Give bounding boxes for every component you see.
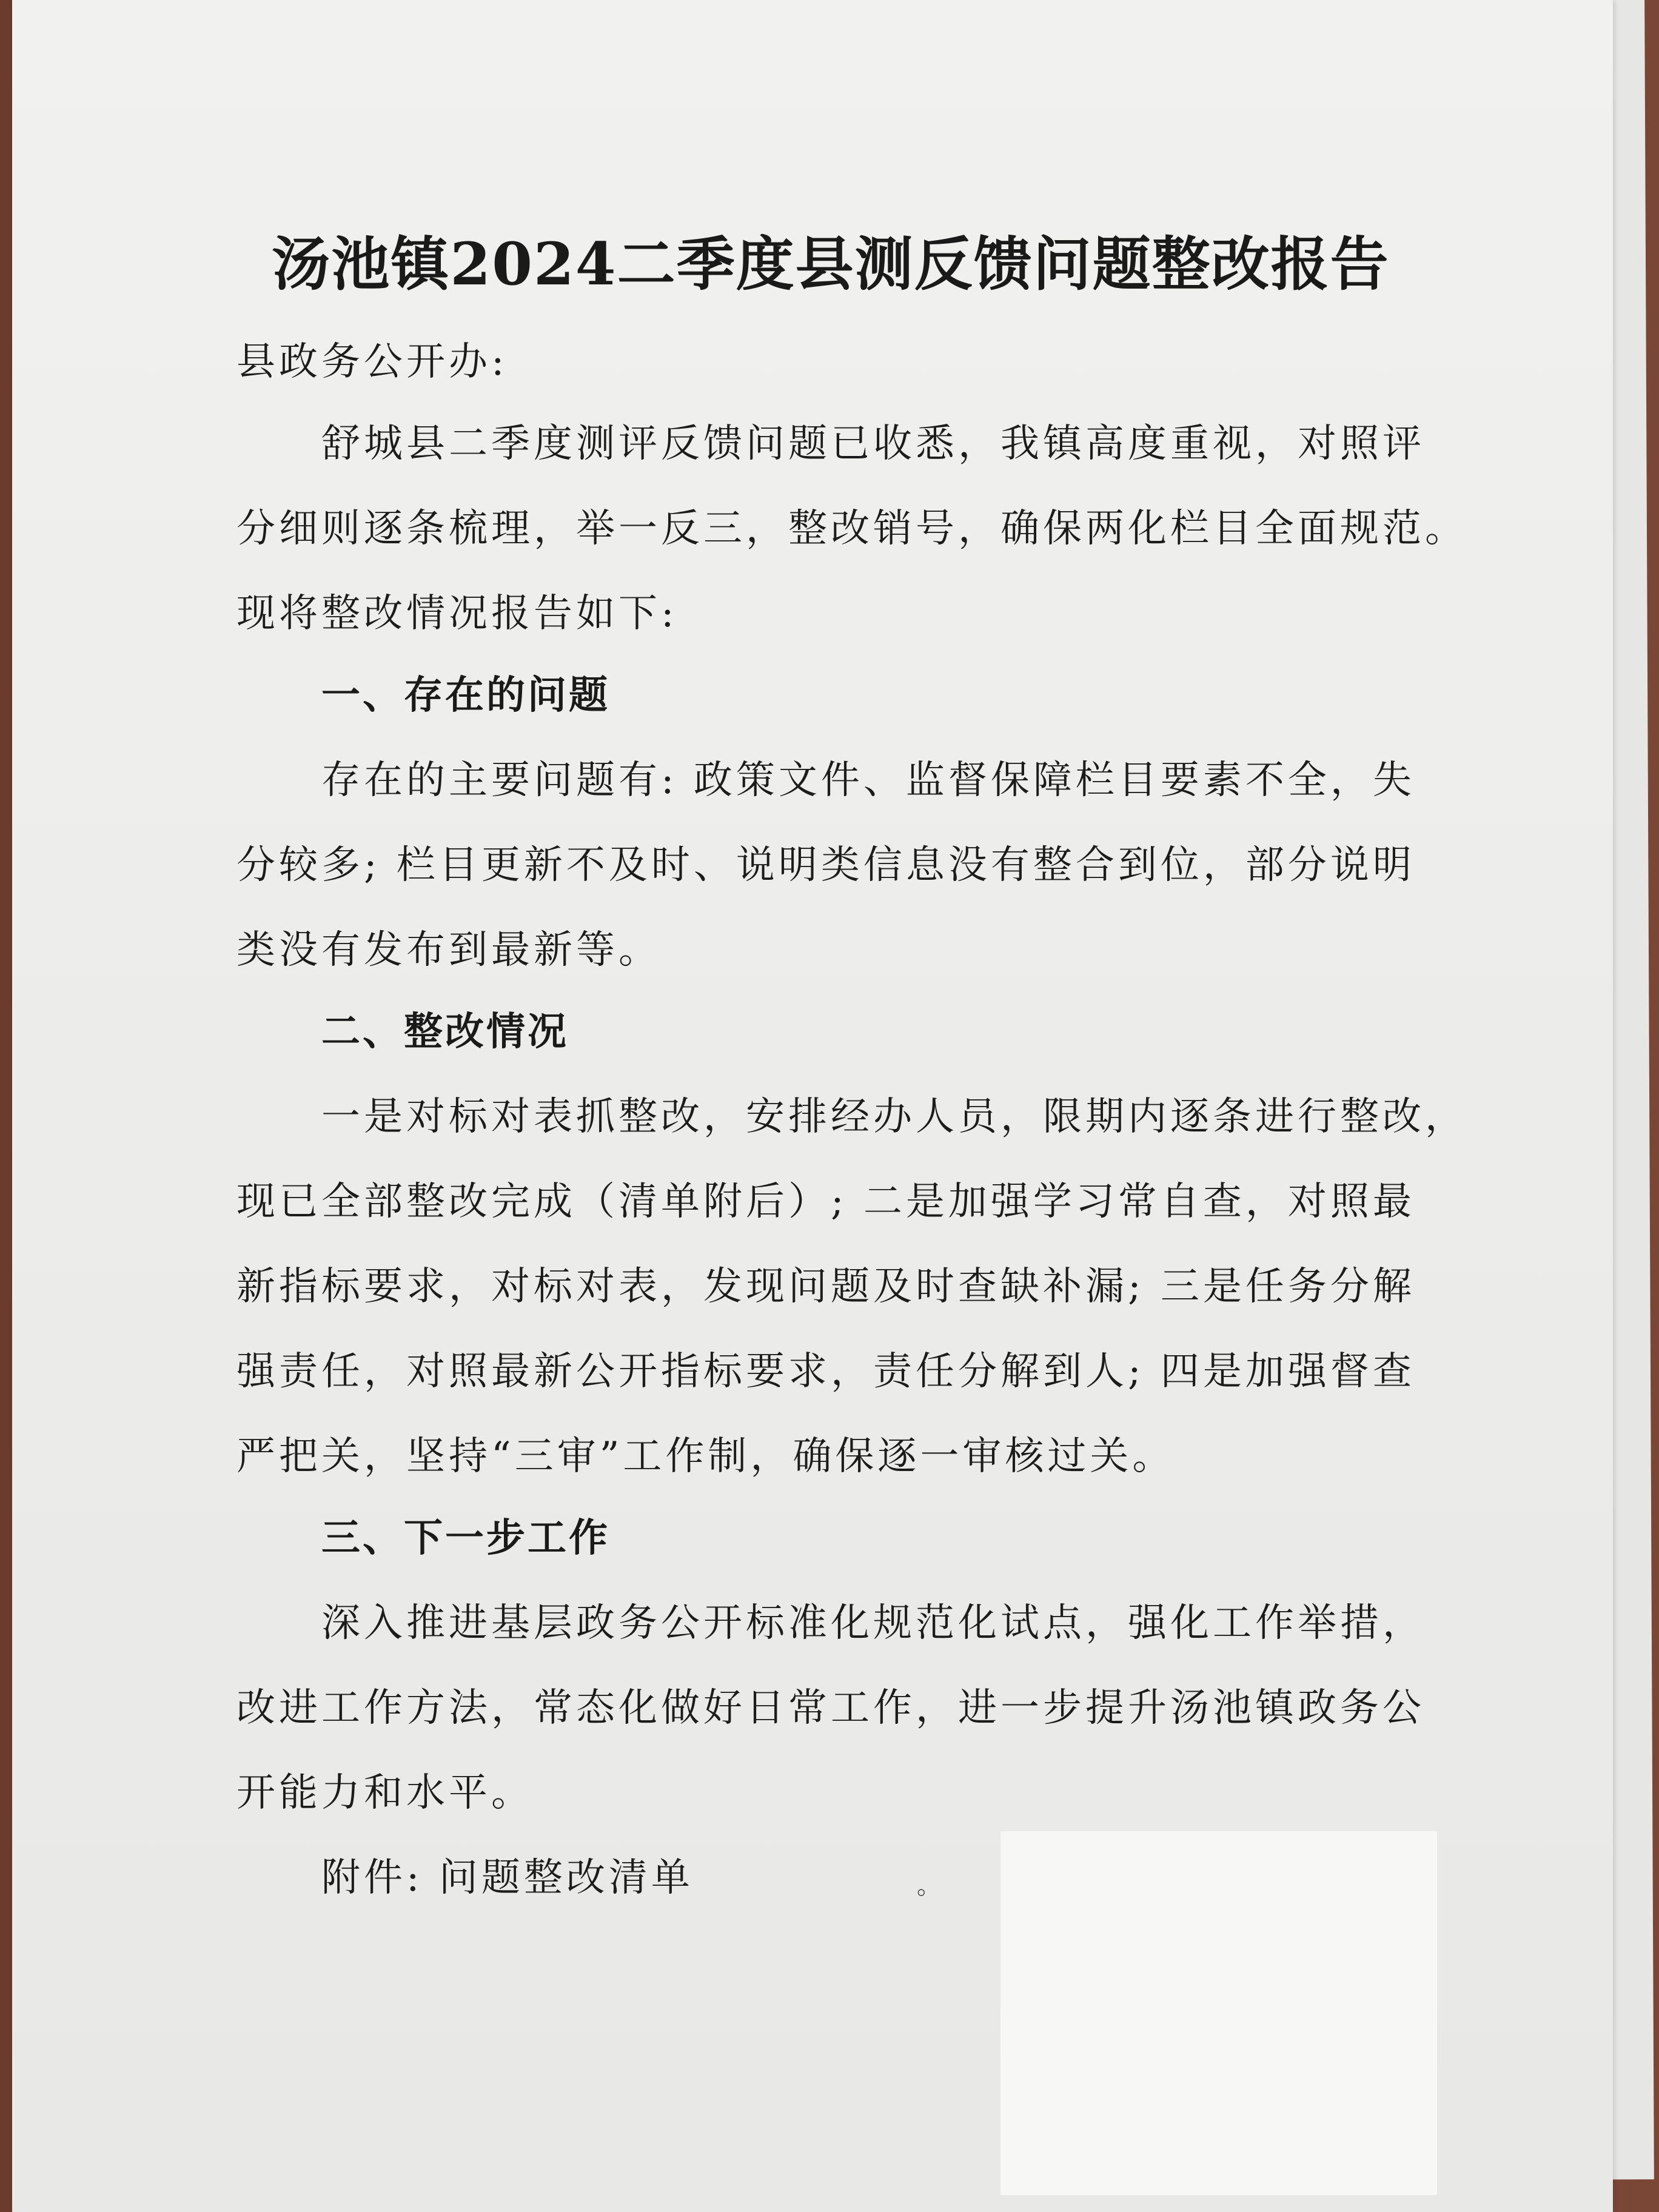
document-title: 汤池镇2024二季度县测反馈问题整改报告 bbox=[272, 230, 1390, 298]
section-2-heading: 二、整改情况 bbox=[321, 1010, 569, 1054]
section-1-line-3: 类没有发布到最新等。 bbox=[236, 928, 661, 973]
document-page bbox=[12, 0, 1613, 2212]
trailing-mark: 。 bbox=[917, 1872, 941, 1900]
section-1-heading: 一、存在的问题 bbox=[321, 673, 610, 718]
section-1-line-1: 存在的主要问题有: 政策文件、监督保障栏目要素不全，失 bbox=[321, 758, 1415, 803]
section-3-line-2: 改进工作方法，常态化做好日常工作，进一步提升汤池镇政务公 bbox=[236, 1686, 1425, 1731]
section-2-line-5: 严把关，坚持“三审”工作制，确保逐一审核过关。 bbox=[236, 1434, 1175, 1479]
section-3-line-1: 深入推进基层政务公开标准化规范化试点，强化工作举措， bbox=[321, 1601, 1425, 1646]
redaction-box bbox=[1000, 1831, 1437, 2195]
intro-line-3: 现将整改情况报告如下: bbox=[236, 591, 678, 636]
intro-line-2: 分细则逐条梳理，举一反三，整改销号，确保两化栏目全面规范。 bbox=[236, 506, 1467, 551]
section-2-line-4: 强责任，对照最新公开指标要求，责任分解到人; 四是加强督查 bbox=[236, 1349, 1415, 1394]
section-3-heading: 三、下一步工作 bbox=[321, 1516, 610, 1561]
section-3-line-3: 开能力和水平。 bbox=[236, 1771, 534, 1815]
section-2-line-2: 现已全部整改完成（清单附后）; 二是加强学习常自查，对照最 bbox=[236, 1179, 1415, 1224]
section-1-line-2: 分较多; 栏目更新不及时、说明类信息没有整合到位，部分说明 bbox=[236, 843, 1415, 888]
section-2-line-1: 一是对标对表抓整改，安排经办人员，限期内逐条进行整改， bbox=[321, 1094, 1467, 1139]
section-2-line-3: 新指标要求，对标对表，发现问题及时查缺补漏; 三是任务分解 bbox=[236, 1264, 1415, 1309]
salutation: 县政务公开办: bbox=[236, 340, 508, 384]
intro-line-1: 舒城县二季度测评反馈问题已收悉，我镇高度重视，对照评 bbox=[321, 421, 1425, 466]
attachment-line: 附件: 问题整改清单 bbox=[321, 1855, 694, 1900]
